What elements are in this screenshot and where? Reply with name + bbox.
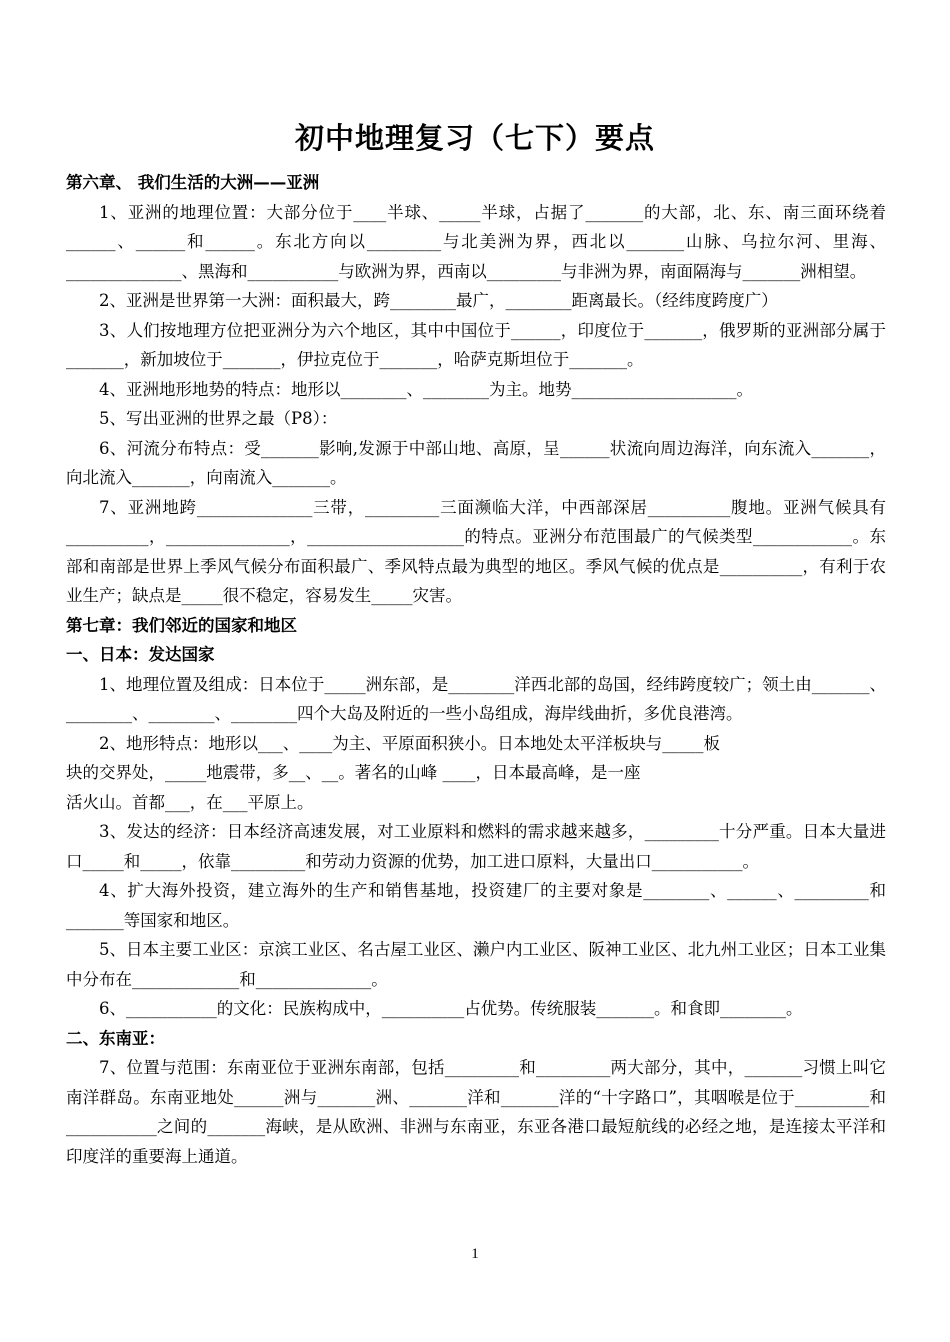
- page-number: 1: [471, 1246, 479, 1262]
- ch7-item-2-line-2: 块的交界处，_____地震带，多__、__。著名的山峰 ____，日本最高峰，是一座: [66, 763, 641, 782]
- ch6-item-6: 6、河流分布特点：受_______影响,发源于中部山地、高原，呈______状流向周边海洋，向东流入_______，向北流入_______，向南流入_______。: [66, 438, 886, 487]
- ch6-item-4: 4、亚洲地形地势的特点：地形以________、________为主。地势____________________。: [99, 379, 753, 399]
- ch6-item-1: 1、亚洲的地理位置：大部分位于____半球、_____半球，占据了_______的大部，北、东、南三面环绕着______、______和______。东北方向以_________与北美洲为界，西北以_______山脉、乌拉尔河、里海、______________、黑海和___________与欧洲为界，西南以_________与非洲为界，南面隔海与_______洲相望。: [66, 202, 886, 281]
- chapter-6-heading: 第六章、 我们生活的大洲——亚洲: [66, 173, 320, 192]
- page-title: 初中地理复习（七下）要点: [294, 121, 655, 155]
- ch6-item-7: 7、亚洲地跨______________三带，_________三面濒临大洋，中西部深居__________腹地。亚洲气候具有__________，_______________，___________________的特点。亚洲分布范围最广的气候类型____________。东部和南部是世界上季风气候分布面积最广、季风特点最为典型的地区。季风气候的优点是__________，有利于农业生产；缺点是_____很不稳定，容易发生_____灾害。: [66, 497, 886, 605]
- ch7-item-1: 1、地理位置及组成：日本位于_____洲东部，是________洋西北部的岛国，经纬跨度较广；领土由_______、________、________、________四个大岛及附近的一些小岛组成，海岸线曲折，多优良港湾。: [66, 674, 886, 723]
- ch7-item-6: 6、___________的文化：民族构成中，__________占优势。传统服装_______。和食即________。: [99, 999, 803, 1018]
- ch7-item-4: 4、扩大海外投资，建立海外的生产和销售基地，投资建厂的主要对象是________、______、_________和_______等国家和地区。: [66, 881, 886, 930]
- section-southeast-asia-heading: 二、东南亚：: [66, 1028, 165, 1048]
- ch7-item-2-line-3: 活火山。首都___，在___平原上。: [66, 792, 314, 812]
- document-body: [66, 168, 886, 1171]
- chapter-7-heading: 第七章：我们邻近的国家和地区: [66, 615, 297, 635]
- ch7-item-7: 7、位置与范围：东南亚位于亚洲东南部，包括_________和_________两大部分，其中，_______习惯上叫它南洋群岛。东南亚地处______洲与_______洲、_______洋和_______洋的“十字路口”，其咽喉是位于_________和___________之间的_______海峡，是从欧洲、非洲与东南亚，东亚各港口最短航线的必经之地，是连接太平洋和印度洋的重要海上通道。: [66, 1058, 886, 1166]
- ch6-item-2: 2、亚洲是世界第一大洲：面积最大，跨________最广，________距离最长。（经纬度跨度广）: [99, 291, 778, 310]
- ch6-item-3: 3、人们按地理方位把亚洲分为六个地区，其中中国位于______，印度位于_______，俄罗斯的亚洲部分属于_______，新加坡位于_______，伊拉克位于_______，哈萨克斯坦位于_______。: [66, 320, 886, 369]
- ch7-item-3: 3、发达的经济：日本经济高速发展，对工业原料和燃料的需求越来越多，_________十分严重。日本大量进口_____和_____，依靠_________和劳动力资源的优势，加工进口原料，大量出口___________。: [66, 822, 886, 871]
- section-japan-heading: 一、日本：发达国家: [66, 645, 215, 664]
- ch7-item-5: 5、日本主要工业区：京滨工业区、名古屋工业区、濑户内工业区、阪神工业区、北九州工业区；日本工业集中分布在_____________和______________。: [66, 940, 886, 989]
- ch6-item-5: 5、写出亚洲的世界之最（P8）：: [99, 409, 338, 428]
- ch7-item-2-line-1: 2、地形特点：地形以___、____为主、平原面积狭小。日本地处太平洋板块与_____板: [99, 733, 720, 753]
